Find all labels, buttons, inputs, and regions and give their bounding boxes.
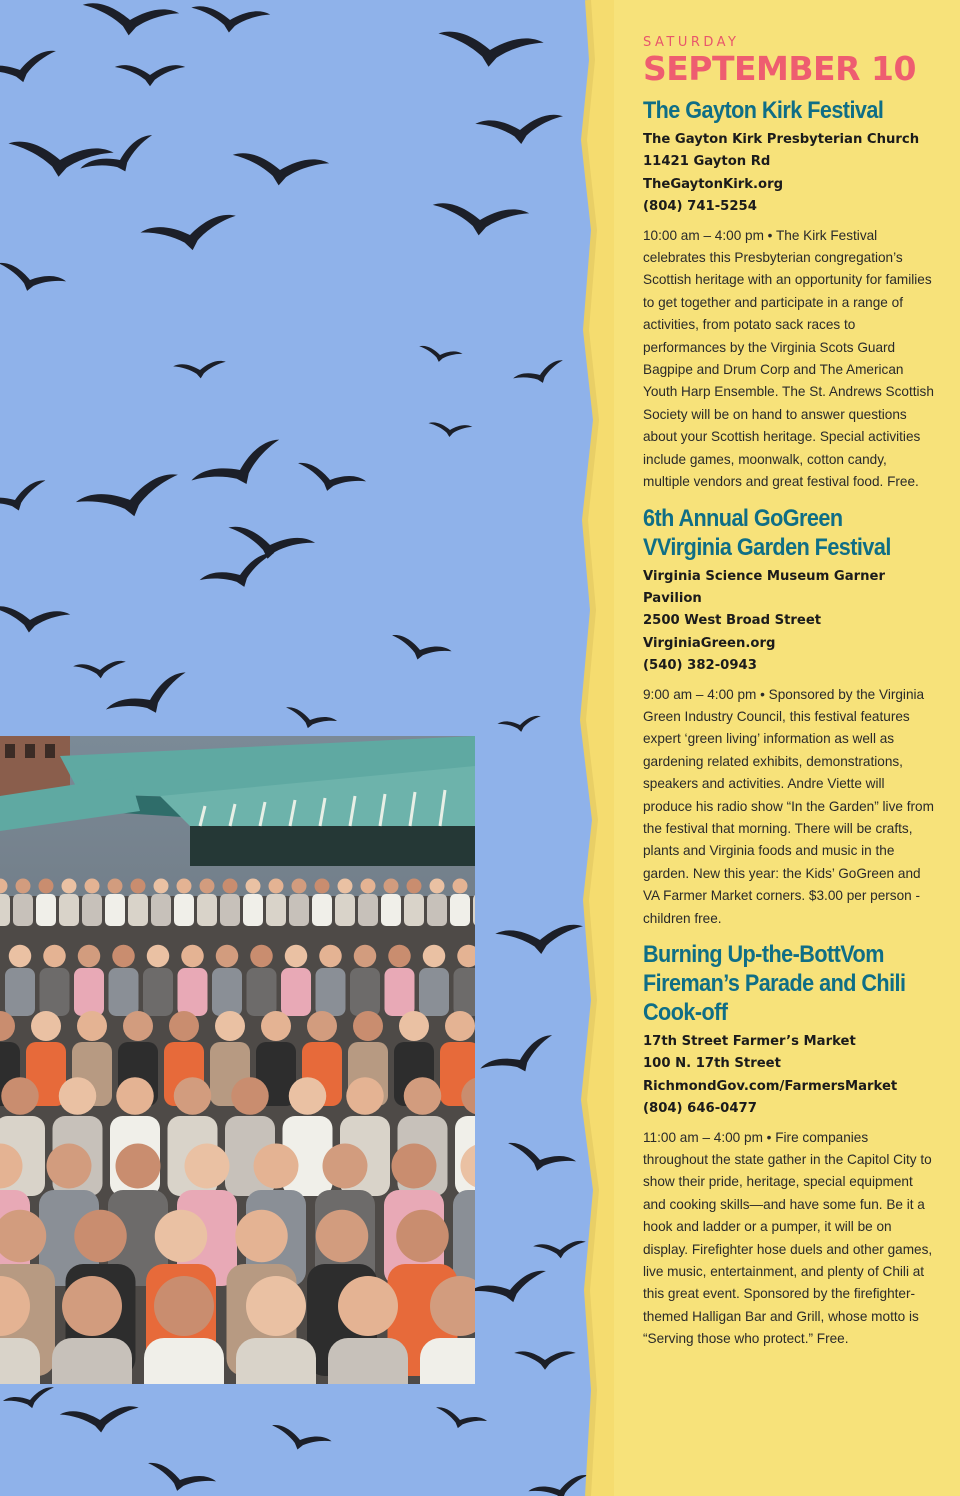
event-website[interactable]: VirginiaGreen.org xyxy=(643,635,776,651)
bird-silhouette xyxy=(268,1424,332,1458)
crowd-person-head xyxy=(62,879,77,894)
crowd-person-head xyxy=(323,1144,368,1189)
crowd-person-head xyxy=(392,1144,437,1189)
bird-silhouette xyxy=(0,479,52,523)
event-gayton-kirk xyxy=(643,96,935,494)
bird-silhouette xyxy=(73,660,127,680)
crowd-person-head xyxy=(31,1011,61,1041)
crowd-person-head xyxy=(407,879,422,894)
crowd-person-head xyxy=(250,945,273,968)
crowd-person-head xyxy=(289,1077,327,1115)
crowd-person-head xyxy=(39,879,54,894)
crowd-person-head xyxy=(423,945,446,968)
crowd-person-body xyxy=(13,894,33,926)
crowd-person-body xyxy=(404,894,424,926)
crowd-person-body xyxy=(419,968,449,1016)
bird-silhouette xyxy=(199,551,282,600)
crowd-person-body xyxy=(52,1338,132,1384)
bird-silhouette xyxy=(60,1405,141,1436)
crowd-photo-illustration xyxy=(0,736,475,1384)
crowd-person-head xyxy=(116,1144,161,1189)
bird-silhouette xyxy=(79,133,161,188)
crowd-person-head xyxy=(396,1210,449,1263)
bird-silhouette xyxy=(173,360,227,380)
event-description: 11:00 am – 4:00 pm • Fire companies throughout the state gather in the Capitol City to show their pride, heritage, special equipment and cooking skills—and have some fun. Be it a hook and ladder or a pumper, it will be on display. Firefighter hose duels and other games, live music, entertainment, and plenty of Chili at this great event. Sponsored by the firefighter-themed Halligan Bar and Grill, whose motto is “Serving those who protect.” Free. xyxy=(643,1129,933,1347)
crowd-person-body xyxy=(420,1338,475,1384)
crowd-person-head xyxy=(319,945,342,968)
bird-silhouette xyxy=(75,472,185,530)
event-address: 11421 Gayton Rd xyxy=(643,154,771,170)
crowd-photo xyxy=(0,736,475,1384)
crowd-person-head xyxy=(346,1077,384,1115)
crowd-person-body xyxy=(312,894,332,926)
crowd-person-head xyxy=(16,879,31,894)
event-phone: (804) 646-0477 xyxy=(643,1101,757,1117)
crowd-person-body xyxy=(128,894,148,926)
bird-silhouette xyxy=(282,706,337,735)
crowd-person-body xyxy=(105,894,125,926)
crowd-person-head xyxy=(154,879,169,894)
crowd-person-head xyxy=(384,879,399,894)
crowd-person-head xyxy=(285,945,308,968)
bird-silhouette xyxy=(140,213,240,258)
crowd-person-head xyxy=(354,945,377,968)
crowd-person-head xyxy=(108,879,123,894)
crowd-person-head xyxy=(169,1011,199,1041)
event-gogreen-garden xyxy=(643,504,935,931)
crowd-person-head xyxy=(62,1276,122,1336)
bird-silhouette xyxy=(432,1406,487,1435)
crowd-person-head xyxy=(307,1011,337,1041)
bird-silhouette xyxy=(479,1033,561,1088)
bird-silhouette xyxy=(293,461,366,500)
event-title: The Gayton Kirk Festival xyxy=(643,97,884,124)
crowd-person-head xyxy=(254,1144,299,1189)
bird-silhouette xyxy=(224,525,315,566)
crowd-person-body xyxy=(453,1190,475,1286)
crowd-person-body xyxy=(358,894,378,926)
crowd-person-head xyxy=(215,1011,245,1041)
bird-silhouette xyxy=(430,202,529,239)
crowd-person-body xyxy=(151,894,171,926)
bird-silhouette xyxy=(427,422,472,439)
crowd-person-head xyxy=(85,879,100,894)
bird-silhouette xyxy=(417,345,463,366)
crowd-person-body xyxy=(236,1338,316,1384)
event-description: 10:00 am – 4:00 pm • The Kirk Festival celebrates this Presbyterian congregation’s Scottish heritage with an opportunity for families to get together and participate in a range of activities, from potato sack races to performances by the Virginia Scots Guard Bagpipe and Drum Corp and The American Youth Harp Ensemble. The St. Andrews Scottish Society will be on hand to answer questions about your Scottish heritage. Special activities include games, moonwalk, cotton candy, multiple vendors and great festival food. Free. xyxy=(643,227,934,490)
bird-silhouette xyxy=(143,1461,216,1496)
crowd-person-body xyxy=(335,894,355,926)
bird-silhouette xyxy=(0,261,67,300)
crowd-person-head xyxy=(154,1276,214,1336)
crowd-person-head xyxy=(155,1210,208,1263)
crowd-person-head xyxy=(246,879,261,894)
event-venue: Virginia Science Museum Garner Pavilion xyxy=(643,568,885,606)
crowd-person-body xyxy=(381,894,401,926)
crowd-person-head xyxy=(269,879,284,894)
crowd-person-head xyxy=(77,1011,107,1041)
crowd-person-body xyxy=(40,968,70,1016)
crowd-person-body xyxy=(144,1338,224,1384)
event-website[interactable]: TheGaytonKirk.org xyxy=(643,176,784,192)
event-website[interactable]: RichmondGov.com/FarmersMarket xyxy=(643,1078,898,1094)
crowd-person-head xyxy=(74,1210,127,1263)
crowd-person-head xyxy=(59,1077,97,1115)
event-venue: 17th Street Farmer’s Market xyxy=(643,1034,856,1049)
bird-silhouette xyxy=(513,359,568,392)
event-description: 9:00 am – 4:00 pm • Sponsored by the Virginia Green Industry Council, this festival features expert ‘green living’ information as well as gardening related exhibits, demonstrations, speakers and activities. Andre Viette will produce his radio show “In the Garden” live from the festival that morning. There will be crafts, plants and Virginia foods and music in the garden. New this year: the Kids’ GoGreen and VA Farmer Market corners. $3.00 per person - children free. xyxy=(643,686,934,926)
crowd-person-body xyxy=(0,1338,40,1384)
crowd-person-head xyxy=(353,1011,383,1041)
bird-silhouette xyxy=(503,1141,576,1180)
event-address: 2500 West Broad Street xyxy=(643,613,822,629)
crowd-person-head xyxy=(123,1011,153,1041)
crowd-person-body xyxy=(266,894,286,926)
crowd-person-head xyxy=(404,1077,442,1115)
crowd-person-head xyxy=(181,945,204,968)
crowd-person-body xyxy=(473,894,475,926)
bird-silhouette xyxy=(189,5,270,36)
bird-silhouette xyxy=(475,114,565,148)
bird-silhouette xyxy=(436,31,544,72)
bird-silhouette xyxy=(0,49,62,92)
crowd-person-head xyxy=(43,945,66,968)
crowd-person-head xyxy=(200,879,215,894)
crowd-person-body xyxy=(220,894,240,926)
events-column xyxy=(643,34,935,1361)
crowd-person-head xyxy=(430,879,445,894)
crowd-person-body xyxy=(281,968,311,1016)
bird-silhouette xyxy=(190,437,290,504)
crowd-person-body xyxy=(143,968,173,1016)
crowd-person-head xyxy=(292,879,307,894)
crowd-person-head xyxy=(1,1077,39,1115)
crowd-person-body xyxy=(178,968,208,1016)
bird-silhouette xyxy=(105,670,196,731)
crowd-person-head xyxy=(231,1077,269,1115)
crowd-person-body xyxy=(454,968,476,1016)
crowd-person-body xyxy=(328,1338,408,1384)
crowd-person-body xyxy=(350,968,380,1016)
bird-silhouette xyxy=(514,1351,576,1369)
crowd-person-body xyxy=(385,968,415,1016)
bird-silhouette xyxy=(495,924,585,958)
event-address: 100 N. 17th Street xyxy=(643,1056,781,1072)
day-of-week: SATURDAY xyxy=(643,35,740,50)
crowd-person-head xyxy=(235,1210,288,1263)
crowd-person-head xyxy=(131,879,146,894)
crowd-person-body xyxy=(212,968,242,1016)
event-date: SEPTEMBER 10 xyxy=(643,49,916,88)
crowd-person-head xyxy=(261,1011,291,1041)
torn-paper-edge xyxy=(574,0,614,1496)
bird-silhouette xyxy=(0,605,70,636)
crowd-person-body xyxy=(289,894,309,926)
crowd-person-body xyxy=(82,894,102,926)
bird-silhouette xyxy=(80,2,179,39)
crowd-person-head xyxy=(399,1011,429,1041)
crowd-person-body xyxy=(109,968,139,1016)
crowd-person-head xyxy=(147,945,170,968)
crowd-person-body xyxy=(450,894,470,926)
crowd-person-body xyxy=(247,968,277,1016)
crowd-person-head xyxy=(315,879,330,894)
crowd-person-head xyxy=(116,1077,154,1115)
crowd-person-body xyxy=(316,968,346,1016)
crowd-person-head xyxy=(388,945,411,968)
crowd-person-head xyxy=(9,945,32,968)
crowd-person-body xyxy=(74,968,104,1016)
event-phone: (540) 382-0943 xyxy=(643,658,757,674)
crowd-person-body xyxy=(0,894,10,926)
bird-silhouette xyxy=(497,715,543,736)
crowd-person-body xyxy=(59,894,79,926)
crowd-person-head xyxy=(177,879,192,894)
crowd-person-head xyxy=(445,1011,475,1041)
crowd-person-head xyxy=(453,879,468,894)
event-title: 6th Annual GoGreen VVirginia Garden Festival xyxy=(643,504,891,561)
bird-silhouette xyxy=(115,65,185,86)
crowd-person-head xyxy=(112,945,135,968)
crowd-person-body xyxy=(427,894,447,926)
bird-silhouette xyxy=(388,634,452,668)
crowd-person-head xyxy=(185,1144,230,1189)
crowd-person-head xyxy=(78,945,101,968)
crowd-person-head xyxy=(361,879,376,894)
crowd-person-body xyxy=(36,894,56,926)
bird-silhouette xyxy=(469,1269,552,1312)
bird-silhouette xyxy=(3,1386,58,1415)
crowd-person-head xyxy=(316,1210,369,1263)
crowd-person-head xyxy=(47,1144,92,1189)
crowd-person-head xyxy=(246,1276,306,1336)
event-fireman-parade xyxy=(643,940,935,1351)
event-title: Burning Up-the-BottVom Fireman’s Parade and Chili Cook-off xyxy=(643,941,906,1026)
crowd-person-head xyxy=(338,879,353,894)
crowd-person-body xyxy=(5,968,35,1016)
event-venue: The Gayton Kirk Presbyterian Church xyxy=(643,132,920,147)
crowd-person-body xyxy=(197,894,217,926)
crowd-person-head xyxy=(174,1077,212,1115)
crowd-person-head xyxy=(338,1276,398,1336)
crowd-person-body xyxy=(243,894,263,926)
event-phone: (804) 741-5254 xyxy=(643,199,757,215)
crowd-person-head xyxy=(216,945,239,968)
bird-silhouette xyxy=(230,152,329,189)
crowd-person-body xyxy=(174,894,194,926)
crowd-person-head xyxy=(223,879,238,894)
